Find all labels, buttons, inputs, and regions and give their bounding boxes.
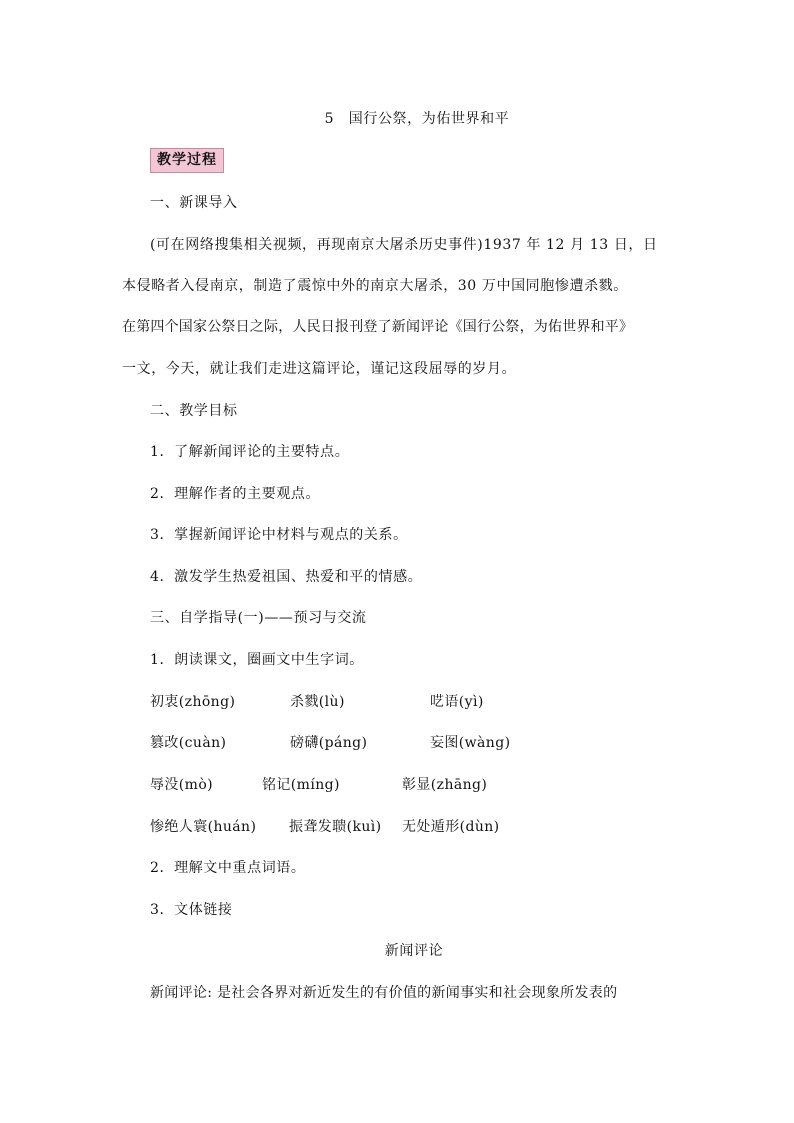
guide-item: 2．理解文中重点词语。 xyxy=(150,860,306,876)
vocab-word: 无处遁形(dùn) xyxy=(402,819,500,835)
definition-line: 新闻评论: 是社会各界对新近发生的有价值的新闻事实和社会现象所发表的 xyxy=(150,985,618,1001)
vocab-word: 惨绝人寰(huán) xyxy=(150,819,257,835)
vocab-word: 杀戮(lù) xyxy=(290,694,345,710)
vocab-word: 妄图(wàng) xyxy=(430,735,511,751)
page-title: 5 国行公祭，为佑世界和平 xyxy=(324,111,510,127)
vocab-word: 磅礴(páng) xyxy=(290,735,368,751)
paragraph-line: 在第四个国家公祭日之际，人民日报刊登了新闻评论《国行公祭，为佑世界和平》 xyxy=(122,319,634,335)
objective-item: 4．激发学生热爱祖国、热爱和平的情感。 xyxy=(150,569,423,585)
section-heading-1: 一、新课导入 xyxy=(150,195,238,211)
section-tag: 教学过程 xyxy=(150,148,224,173)
vocab-word: 铭记(míng) xyxy=(262,777,340,793)
objective-item: 2．理解作者的主要观点。 xyxy=(150,486,321,502)
paragraph-line: 一文，今天，就让我们走进这篇评论，谨记这段屈辱的岁月。 xyxy=(122,361,517,377)
guide-item: 1．朗读课文，圈画文中生字词。 xyxy=(150,652,364,668)
vocab-word: 篡改(cuàn) xyxy=(150,735,227,751)
vocab-word: 辱没(mò) xyxy=(150,777,214,793)
section-heading-2: 二、教学目标 xyxy=(150,403,238,419)
vocab-word: 初衷(zhōng) xyxy=(150,694,236,710)
section-heading-3: 三、自学指导(一)——预习与交流 xyxy=(150,610,367,626)
vocab-word: 振聋发聩(kuì) xyxy=(289,819,382,835)
objective-item: 1．了解新闻评论的主要特点。 xyxy=(150,444,350,460)
paragraph-line: (可在网络搜集相关视频，再现南京大屠杀历史事件)1937 年 12 月 13 日，日 xyxy=(150,237,658,253)
guide-item: 3．文体链接 xyxy=(150,902,233,918)
subsection-title: 新闻评论 xyxy=(384,943,444,959)
paragraph-line: 本侵略者入侵南京，制造了震惊中外的南京大屠杀，30 万中国同胞惨遭杀戮。 xyxy=(122,278,628,294)
objective-item: 3．掌握新闻评论中材料与观点的关系。 xyxy=(150,527,408,543)
vocab-word: 彰显(zhāng) xyxy=(402,777,488,793)
vocab-word: 呓语(yì) xyxy=(430,694,484,710)
